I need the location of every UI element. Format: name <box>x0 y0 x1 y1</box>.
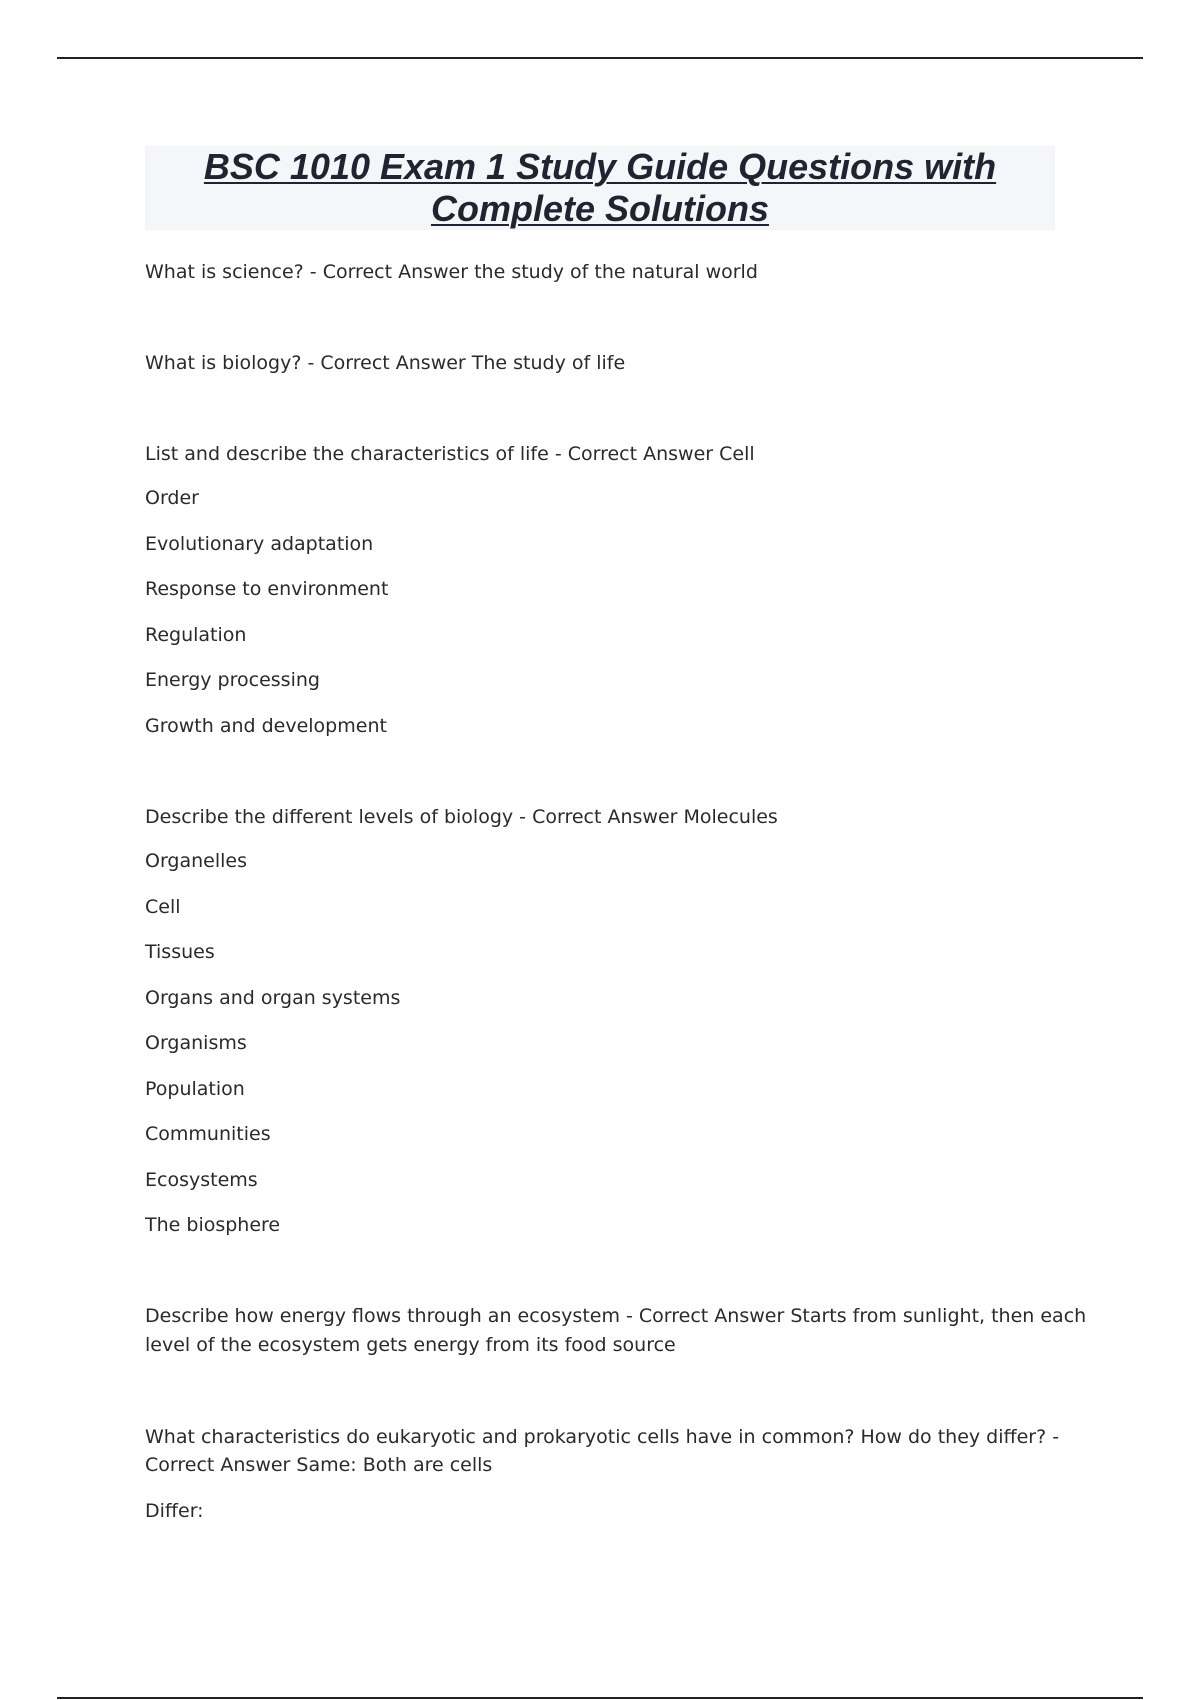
qa-line: What is science? - Correct Answer the study of the natural world <box>145 261 758 283</box>
qa-line: Population <box>145 1078 245 1100</box>
bottom-rule <box>57 1697 1143 1699</box>
document-title-line-2: Complete Solutions <box>430 188 769 229</box>
top-rule <box>57 57 1143 59</box>
qa-line: Communities <box>145 1123 271 1145</box>
qa-line: Cell <box>145 896 181 918</box>
qa-line: Organelles <box>145 850 248 872</box>
qa-line: What is biology? - Correct Answer The study of life <box>145 352 626 374</box>
qa-line: Describe how energy flows through an ecosystem - Correct Answer Starts from sunlight, then each <box>145 1305 1087 1327</box>
qa-line: level of the ecosystem gets energy from its food source <box>145 1334 676 1356</box>
qa-line: Correct Answer Same: Both are cells <box>145 1454 493 1476</box>
qa-line: Ecosystems <box>145 1169 258 1191</box>
qa-line: Describe the different levels of biology - Correct Answer Molecules <box>145 806 778 828</box>
qa-line: Organs and organ systems <box>145 987 401 1009</box>
qa-line: Energy processing <box>145 669 320 691</box>
qa-line: The biosphere <box>145 1214 281 1236</box>
qa-line: What characteristics do eukaryotic and prokaryotic cells have in common? How do they differ? - <box>145 1426 1060 1448</box>
qa-line: Organisms <box>145 1032 247 1054</box>
qa-line: Order <box>145 487 199 509</box>
qa-line: Regulation <box>145 624 247 646</box>
qa-line: Response to environment <box>145 578 389 600</box>
title-box <box>145 146 1055 230</box>
qa-line: Evolutionary adaptation <box>145 533 374 555</box>
qa-line: List and describe the characteristics of life - Correct Answer Cell <box>145 443 755 465</box>
qa-line: Growth and development <box>145 715 387 737</box>
document-title-line-1: BSC 1010 Exam 1 Study Guide Questions with <box>203 146 997 187</box>
qa-line: Tissues <box>145 941 215 963</box>
qa-line: Differ: <box>145 1500 204 1522</box>
